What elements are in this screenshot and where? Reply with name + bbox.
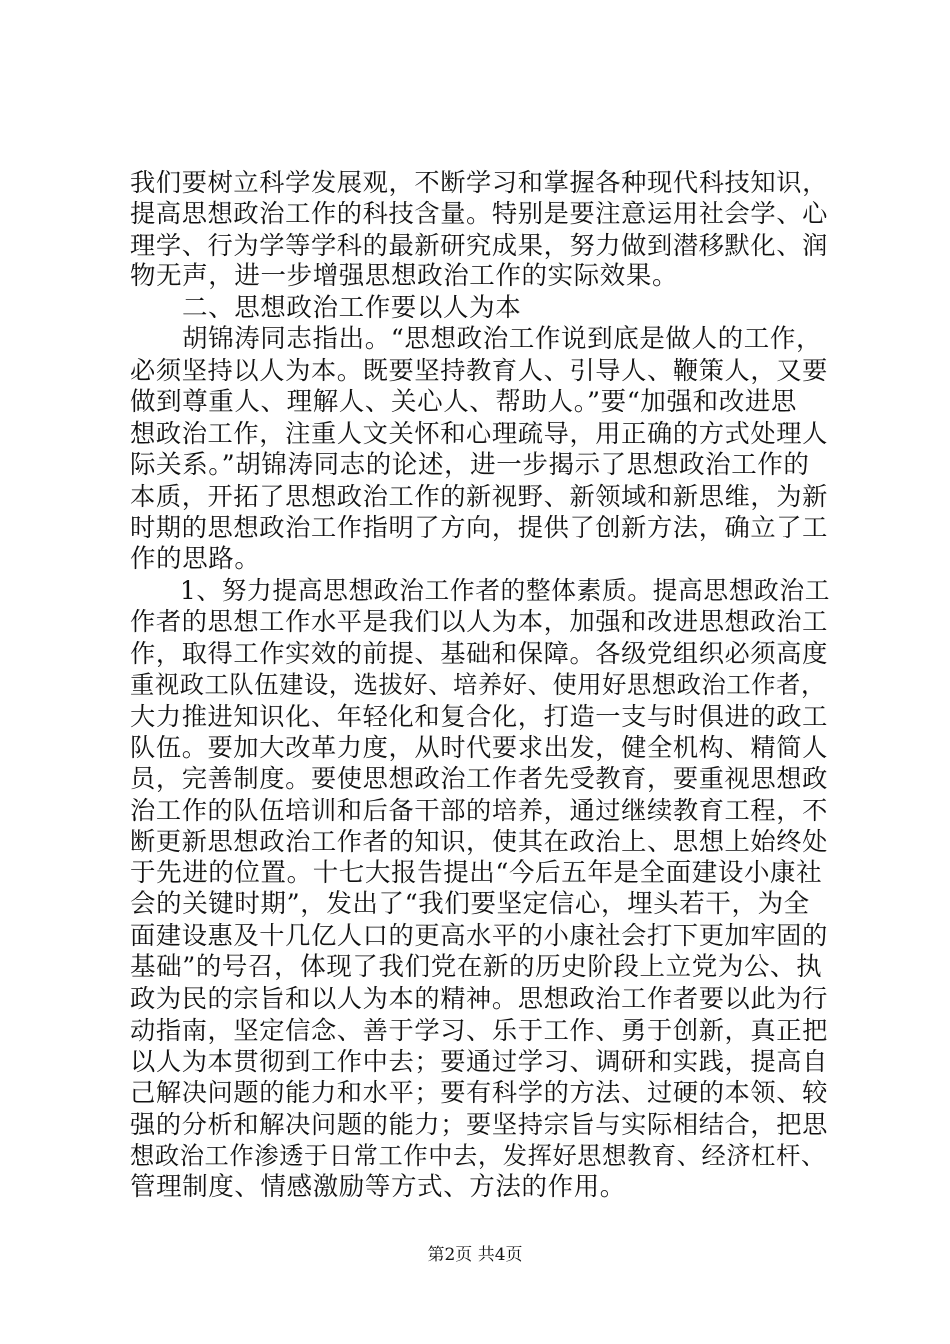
body-text-line: 作，取得工作实效的前提、基础和保障。各级党组织必须高度 — [130, 638, 828, 668]
body-text-line: 大力推进知识化、年轻化和复合化，打造一支与时俱进的政工 — [130, 701, 828, 731]
body-text-line: 物无声，进一步增强思想政治工作的实际效果。 — [130, 261, 679, 292]
page-number-footer: 第2页 共4页 — [427, 1245, 523, 1265]
body-text-line: 队伍。要加大改革力度，从时代要求出发，健全机构、精简人 — [130, 733, 828, 763]
body-text-line: 员，完善制度。要使思想政治工作者先受教育，要重视思想政 — [130, 764, 828, 794]
body-text-line: 我们要树立科学发展观，不断学习和掌握各种现代科技知识， — [130, 168, 828, 197]
body-text-line: 想政治工作渗透于日常工作中去，发挥好思想教育、经济杠杆、 — [130, 1141, 826, 1171]
body-text-line: 重视政工队伍建设，选拔好、培养好、使用好思想政治工作者， — [130, 670, 826, 700]
body-text-line: 己解决问题的能力和水平；要有科学的方法、过硬的本领、较 — [130, 1078, 828, 1108]
body-text-line: 作者的思想工作水平是我们以人为本，加强和改进思想政治工 — [130, 607, 828, 637]
document-body — [130, 167, 830, 1203]
body-text-line: 理学、行为学等学科的最新研究成果，努力做到潜移默化、润 — [130, 230, 828, 260]
body-text-line: 断更新思想政治工作者的知识，使其在政治上、思想上始终处 — [130, 827, 828, 857]
body-text-line: 本质，开拓了思想政治工作的新视野、新领域和新思维，为新 — [130, 481, 828, 511]
body-text-line: 于先进的位置。十七大报告提出“今后五年是全面建设小康社 — [130, 857, 823, 888]
body-text-line: 提高思想政治工作的科技含量。特别是要注意运用社会学、心 — [130, 199, 828, 229]
body-text-line: 治工作的队伍培训和后备干部的培养，通过继续教育工程，不 — [130, 795, 828, 825]
body-text-line: 时期的思想政治工作指明了方向，提供了创新方法，确立了工 — [130, 513, 828, 543]
body-text-line: 面建设惠及十几亿人口的更高水平的小康社会打下更加牢固的 — [130, 921, 828, 951]
paragraph-first-line: 胡锦涛同志指出。“思想政治工作说到底是做人的工作， — [182, 323, 823, 354]
body-text-line: 想政治工作，注重人文关怀和心理疏导，用正确的方式处理人 — [130, 419, 828, 449]
body-text-line: 强的分析和解决问题的能力；要坚持宗旨与实际相结合，把思 — [130, 1109, 828, 1139]
body-text-line: 会的关键时期”，发出了“我们要坚定信心，埋头若干，为全 — [130, 888, 810, 919]
paragraph-first-line: 1、努力提高思想政治工作者的整体素质。提高思想政治工 — [180, 576, 831, 606]
body-text-line: 际关系。”胡锦涛同志的论述，进一步揭示了思想政治工作的 — [130, 449, 810, 480]
body-text-line: 作的思路。 — [130, 543, 261, 574]
body-text-line: 基础”的号召，体现了我们党在新的历史阶段上立党为公、执 — [130, 951, 823, 982]
body-text-line: 动指南，坚定信念、善于学习、乐于工作、勇于创新，真正把 — [130, 1015, 828, 1045]
body-text-line: 以人为本贯彻到工作中去；要通过学习、调研和实践，提高自 — [130, 1046, 828, 1076]
body-text-line: 管理制度、情感激励等方式、方法的作用。 — [130, 1171, 626, 1202]
body-text-line: 做到尊重人、理解人、关心人、帮助人。”要“加强和改进思 — [130, 386, 798, 417]
body-text-line: 必须坚持以人为本。既要坚持教育人、引导人、鞭策人，又要 — [130, 356, 828, 386]
body-text-line: 政为民的宗旨和以人为本的精神。思想政治工作者要以此为行 — [130, 984, 828, 1014]
section-heading: 二、思想政治工作要以人为本 — [182, 292, 522, 323]
